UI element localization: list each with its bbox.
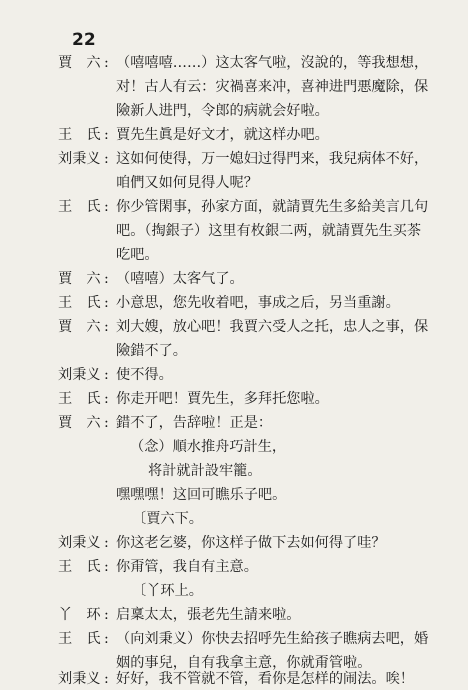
dialogue-line [0, 220, 468, 242]
dialogue-line [0, 76, 468, 98]
dialogue-text: 启稟太太，張老先生請来啦。 [116, 607, 301, 623]
dialogue-text: 吃吧。 [116, 247, 159, 263]
dialogue-line [0, 268, 468, 290]
speaker-name: 賈 六 [58, 271, 101, 287]
stage-direction-text: 〔賈六下。 [132, 511, 203, 527]
dialogue-line [0, 52, 468, 74]
dialogue-line [0, 532, 468, 554]
dialogue-text: 吧。（掏銀子）这里有枚銀二两，就請賈先生买茶 [116, 223, 422, 239]
speaker-name: 丫 环 [58, 607, 101, 623]
dialogue-text: 你甭管，我自有主意。 [116, 559, 258, 575]
speaker-name: 刘秉义 [58, 671, 101, 687]
page-number: 22 [72, 30, 96, 50]
dialogue-line [0, 556, 468, 578]
dialogue-line [0, 484, 468, 506]
verse-line [0, 460, 468, 482]
speaker-colon: : [104, 535, 109, 551]
speaker-colon: : [104, 367, 109, 383]
dialogue-line [0, 604, 468, 626]
speaker-colon: : [104, 607, 109, 623]
verse-text: （念）順水推舟巧計生， [130, 439, 287, 455]
speaker-colon: : [104, 559, 109, 575]
speaker-name: 刘秉义 [58, 151, 101, 167]
speaker-name: 王 氏 [58, 559, 101, 575]
dialogue-text: 好好，我不管就不管，看你是怎样的闹法。唉！ [116, 671, 414, 687]
speaker-colon: : [104, 295, 109, 311]
speaker-name: 王 氏 [58, 391, 101, 407]
dialogue-text: 你走开吧！賈先生，多拜托您啦。 [116, 391, 329, 407]
dialogue-text: 賈先生眞是好文才，就这样办吧。 [116, 127, 329, 143]
speaker-name: 王 氏 [58, 127, 101, 143]
speaker-colon: : [104, 151, 109, 167]
dialogue-line [0, 316, 468, 338]
dialogue-line [0, 172, 468, 194]
dialogue-text: （嘻嘻嘻……）这太客气啦，沒說的，等我想想， [116, 55, 429, 71]
dialogue-text: 姻的事兒，自有我拿主意，你就甭管啦。 [116, 655, 372, 671]
dialogue-text: 險錯不了。 [116, 343, 187, 359]
dialogue-line [0, 292, 468, 314]
dialogue-text: 咱們又如何見得人呢？ [116, 175, 258, 191]
speaker-colon: : [104, 415, 109, 431]
speaker-colon: : [104, 631, 109, 647]
dialogue-text: 你少管閑事，孙家方面，就請賈先生多給美言几句 [116, 199, 429, 215]
stage-direction-text: 〔丫环上。 [132, 583, 203, 599]
dialogue-text: 使不得。 [116, 367, 173, 383]
dialogue-text: 錯不了，告辞啦！正是： [116, 415, 273, 431]
verse-text: 将計就計設牢籠。 [148, 463, 262, 479]
speaker-colon: : [104, 271, 109, 287]
speaker-name: 王 氏 [58, 295, 101, 311]
speaker-colon: : [104, 55, 109, 71]
dialogue-line [0, 244, 468, 266]
dialogue-line [0, 124, 468, 146]
speaker-colon: : [104, 319, 109, 335]
speaker-name: 刘秉义 [58, 367, 101, 383]
stage-direction [0, 580, 468, 602]
dialogue-text: 刘大嫂，放心吧！我賈六受人之托，忠人之事，保 [116, 319, 429, 335]
dialogue-line [0, 100, 468, 122]
dialogue-line [0, 364, 468, 386]
speaker-colon: : [104, 671, 109, 687]
dialogue-line [0, 148, 468, 170]
dialogue-line [0, 340, 468, 362]
verse-line [0, 436, 468, 458]
stage-direction [0, 508, 468, 530]
dialogue-text: 这如何使得，万一媳妇过得門来，我兒病体不好， [116, 151, 429, 167]
dialogue-text: 你这老乞婆，你这样子做下去如何得了哇？ [116, 535, 386, 551]
dialogue-line [0, 388, 468, 410]
speaker-colon: : [104, 127, 109, 143]
dialogue-text: 对！古人有云：灾禍喜来冲，喜神进門悪魔除，保 [116, 79, 429, 95]
speaker-name: 刘秉义 [58, 535, 101, 551]
speaker-name: 王 氏 [58, 631, 101, 647]
dialogue-text: 嘿嘿嘿！这回可瞧乐子吧。 [116, 487, 287, 503]
speaker-name: 賈 六 [58, 415, 101, 431]
dialogue-text: 險新人进門，令郎的病就会好啦。 [116, 103, 329, 119]
dialogue-line [0, 412, 468, 434]
dialogue-line [0, 668, 468, 690]
speaker-colon: : [104, 199, 109, 215]
dialogue-line [0, 628, 468, 650]
dialogue-line [0, 196, 468, 218]
speaker-colon: : [104, 391, 109, 407]
speaker-name: 賈 六 [58, 319, 101, 335]
speaker-name: 賈 六 [58, 55, 101, 71]
dialogue-text: 小意思，您先收着吧，事成之后，另当重謝。 [116, 295, 400, 311]
dialogue-text: （向刘秉义）你快去招呼先生給孩子瞧病去吧，婚 [116, 631, 429, 647]
speaker-name: 王 氏 [58, 199, 101, 215]
dialogue-text: （嘻嘻）太客气了。 [116, 271, 244, 287]
